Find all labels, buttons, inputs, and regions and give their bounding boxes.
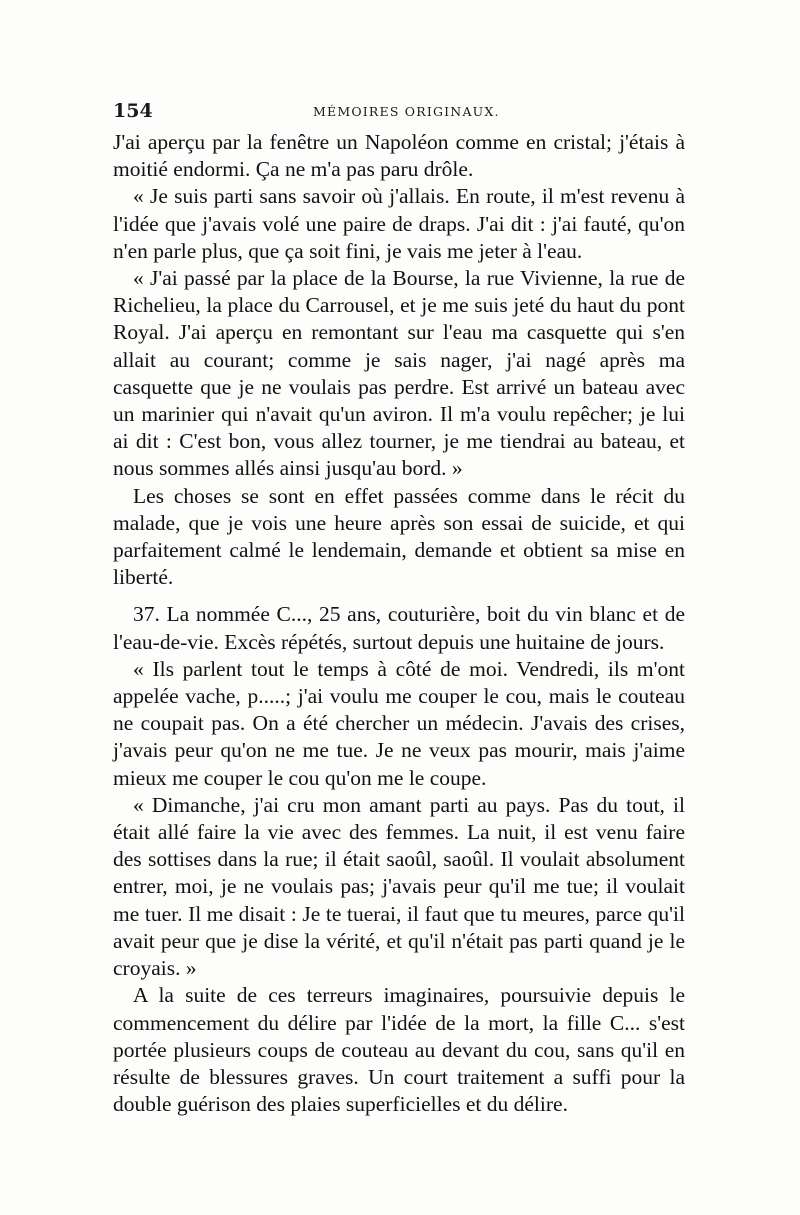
paragraph-commentary: Les choses se sont en effet passées comme dans le récit du malade, que je vois une heure après son essai de suicide, et qui parfaitement calmé le lendemain, demande et obtient sa mise en liberté.: [113, 483, 685, 590]
body-text: [113, 129, 685, 1118]
paragraph-conclusion: A la suite de ces terreurs imaginaires, poursuivie depuis le commencement du délire par l'idée de la mort, la fille C... s'est portée plusieurs coups de couteau au devant du cou, sans qu'il en résulte de blessures graves. Un court traitement a suffi pour la double guérison des plaies superficielles et du délire.: [113, 983, 685, 1117]
paragraph-continuation: J'ai aperçu par la fenêtre un Napoléon comme en cristal; j'étais à moitié endormi. Ça ne m'a pas paru drôle.: [113, 130, 685, 182]
running-title: MÉMOIRES ORIGINAUX.: [313, 104, 500, 119]
page-number: 154: [113, 100, 153, 122]
paragraph-quote-sunday: « Dimanche, j'ai cru mon amant parti au pays. Pas du tout, il était allé faire la vie avec des femmes. La nuit, il est venu faire des sottises dans la rue; il était saoûl, saoûl. Il voulait absolument entrer, moi, je ne voulais pas; j'avais peur qu'il me tue; il voulait me tuer. Il me disait : Je te tuerai, il faut que tu meures, parce qu'il avait peur que je dise la vérité, et qu'il n'était pas parti quand je le croyais. »: [113, 792, 685, 981]
paragraph-quote-route: « Je suis parti sans savoir où j'allais. En route, il m'est revenu à l'idée que j'avais volé une paire de draps. J'ai dit : j'ai fauté, qu'on n'en parle plus, que ça soit fini, je vais me jeter à l'eau.: [113, 184, 685, 263]
paragraph-quote-bridge: « J'ai passé par la place de la Bourse, la rue Vivienne, la rue de Richelieu, la place du Carrousel, et je me suis jeté du haut du pont Royal. J'ai aperçu en remontant sur l'eau ma casquette qui s'en allait au courant; comme je sais nager, j'ai nagé après ma casquette que je ne voulais pas perdre. Est arrivé un bateau avec un marinier qui n'avait qu'un aviron. Il m'a voulu repêcher; je lui ai dit : C'est bon, vous allez tourner, je me tiendrai au bateau, et nous sommes allés ainsi jusqu'au bord. »: [113, 266, 685, 481]
running-head: [113, 100, 685, 124]
paragraph-case-37: 37. La nommée C..., 25 ans, couturière, boit du vin blanc et de l'eau-de-vie. Excès répétés, surtout depuis une huitaine de jours.: [113, 602, 685, 654]
paragraph-quote-voices: « Ils parlent tout le temps à côté de moi. Vendredi, ils m'ont appelée vache, p.....; j'ai voulu me couper le cou, mais le couteau ne coupait pas. On a été chercher un médecin. J'avais des crises, j'avais peur qu'on ne me tue. Je ne veux pas mourir, mais j'aime mieux me couper le cou qu'on me le coupe.: [113, 656, 685, 790]
